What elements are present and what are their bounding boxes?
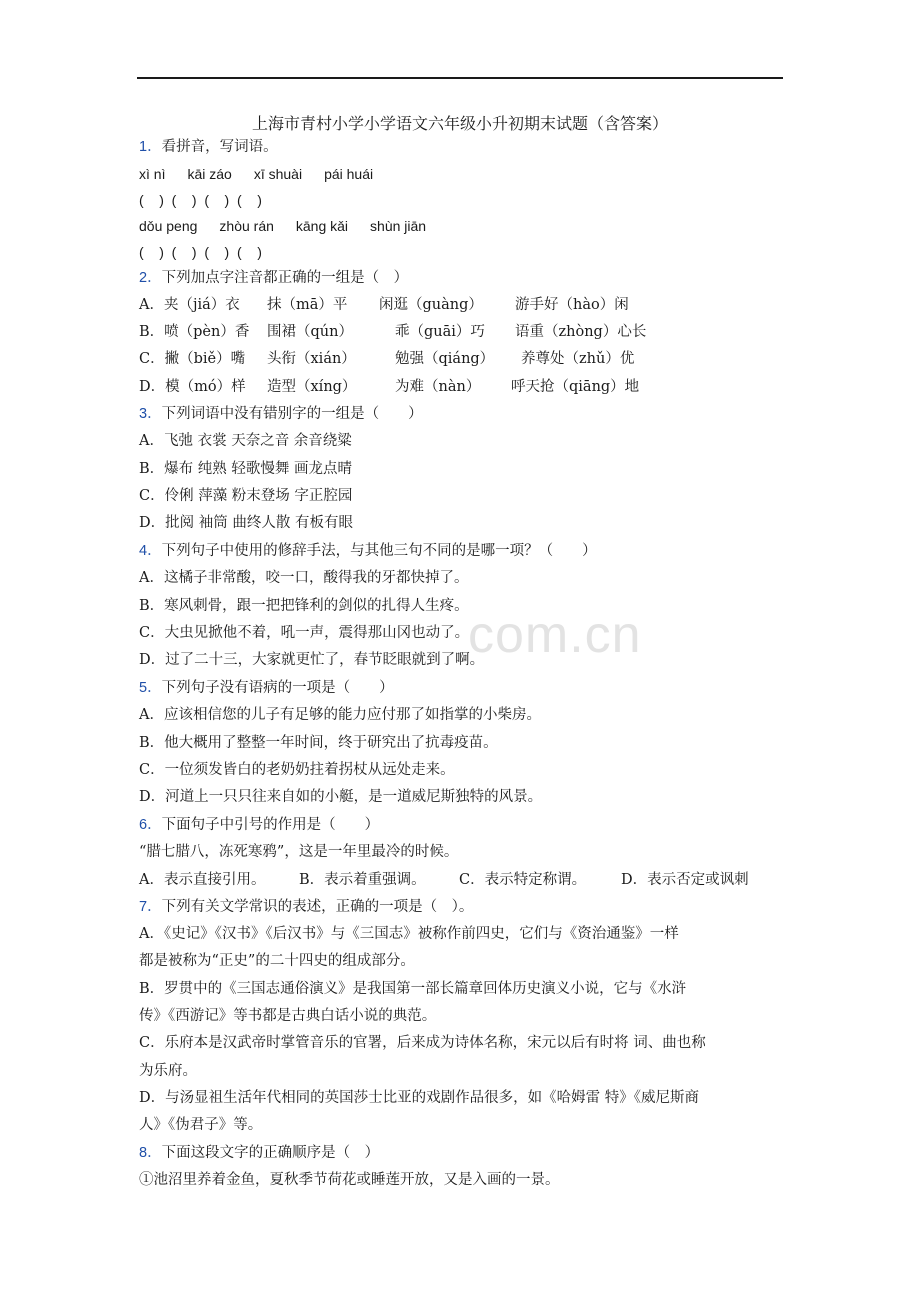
option-d-line-1: D．与汤显祖生活年代相同的英国莎士比亚的戏剧作品很多，如《哈姆雷 特》《威尼斯商 [139,1090,699,1106]
question-number: 1． [139,139,162,155]
option-a: A．表示直接引用。 [139,872,266,888]
pinyin-row-1 [139,164,395,184]
question-8 [139,1143,379,1163]
option-part: 勉强（qiáng） [395,351,495,367]
option-part: 造型（xíng） [267,379,357,395]
question-text: 下列句子没有语病的一项是（ ） [161,680,394,696]
option-c: C．大虫见掀他不着，吼一声，震得那山冈也动了。 [139,625,470,641]
option-part: B．喷（pèn）香 [139,324,250,340]
question-text: 下列有关文学常识的表述，正确的一项是（ ）。 [161,899,474,915]
question-4 [139,541,597,561]
question-number: 2． [139,270,162,286]
option-part: 围裙（qún） [267,324,353,340]
question-number: 6． [139,817,162,833]
question-number: 3． [139,406,162,422]
watermark: com.cn [468,606,642,664]
answer-blanks-2: ( ) ( ) ( ) ( ) [139,244,262,260]
question-number: 4． [139,543,162,559]
pinyin-item: xī shuài [253,166,303,182]
option-c: C．一位须发皆白的老奶奶拄着拐杖从远处走来。 [139,762,455,778]
pinyin-item: kāi záo [187,166,232,182]
option-part: 乖（guāi）巧 [395,324,485,340]
option-a-line-1: A．《史记》《汉书》《后汉书》与《三国志》被称作前四史，它们与《资治通鉴》一样 [139,926,679,942]
answer-blanks-1: ( ) ( ) ( ) ( ) [139,192,262,208]
option-part: 呼天抢（qiāng）地 [511,379,640,395]
option-part: D．模（mó）样 [139,379,246,395]
option-part: 抹（mā）平 [267,297,348,313]
option-d: D．过了二十三，大家就更忙了，春节眨眼就到了啊。 [139,652,485,668]
option-part: 语重（zhòng）心长 [515,324,647,340]
pinyin-item: zhòu rán [219,218,274,234]
pinyin-item: dǒu peng [139,218,198,234]
question-7 [139,897,473,917]
top-rule [137,77,783,79]
question-5 [139,678,394,698]
option-c: C．表示特定称谓。 [459,872,587,888]
pinyin-row-2 [139,216,448,236]
option-part: 养尊处（zhǔ）优 [521,351,635,367]
option-part: C．撇（biě）嘴 [139,351,246,367]
option-part: 闲逛（guàng） [379,297,483,313]
question-text: 下列句子中使用的修辞手法，与其他三句不同的是哪一项？（ ） [161,543,597,559]
option-d [139,377,639,397]
option-c-line-1: C．乐府本是汉武帝时掌管音乐的官署，后来成为诗体名称，宋元以后有时将 词、曲也称 [139,1035,706,1051]
question-number: 5． [139,680,162,696]
option-b: B．寒风刺骨，跟一把把锋利的剑似的扎得人生疼。 [139,598,469,614]
option-a: A．这橘子非常酸，咬一口，酸得我的牙都快掉了。 [139,570,469,586]
question-text: 下列加点字注音都正确的一组是（ ） [161,270,409,286]
option-a-line-2: 都是被称为“正史”的二十四史的组成部分。 [139,953,415,969]
option-d: D．表示否定或讽刺 [621,872,749,888]
options-row [139,870,749,890]
passage-sentence-1: ①池沼里养着金鱼，夏秋季节荷花或睡莲开放，又是入画的一景。 [139,1172,560,1188]
option-a: A．飞弛 衣裳 天奈之音 余音绕粱 [139,433,352,449]
option-b: B．他大概用了整整一年时间，终于研究出了抗毒疫苗。 [139,735,498,751]
option-b: B．表示着重强调。 [299,872,426,888]
question-text: 下列词语中没有错别字的一组是（ ） [161,406,423,422]
quoted-sentence: “腊七腊八，冻死寒鸦”，这是一年里最冷的时候。 [139,844,459,860]
question-1 [139,137,278,157]
option-c-line-2: 为乐府。 [139,1063,197,1079]
option-part: 为难（nàn） [395,379,481,395]
option-part: 游手好（hào）闲 [515,297,629,313]
page-title: 上海市青村小学小学语文六年级小升初期末试题（含答案） [251,114,668,133]
question-number: 8． [139,1145,162,1161]
option-d: D．批阅 袖筒 曲终人散 有板有眼 [139,515,353,531]
pinyin-item: kāng kǎi [295,218,349,234]
option-b-line-1: B．罗贯中的《三国志通俗演义》是我国第一部长篇章回体历史演义小说，它与《水浒 [139,981,687,997]
question-6 [139,815,379,835]
option-d-line-2: 人》《伪君子》等。 [139,1117,263,1133]
question-text: 下面句子中引号的作用是（ ） [161,817,380,833]
pinyin-item: pái huái [324,166,374,182]
option-b [139,322,646,342]
question-text: 看拼音，写词语。 [161,139,278,155]
option-part: 头衔（xián） [267,351,356,367]
option-part: A．夹（jiá）衣 [139,297,240,313]
option-a: A．应该相信您的儿子有足够的能力应付那了如指掌的小柴房。 [139,707,541,723]
question-3 [139,404,423,424]
option-b: B．爆布 纯熟 轻歌慢舞 画龙点晴 [139,461,352,477]
question-number: 7． [139,899,162,915]
pinyin-item: xì nì [139,166,166,182]
option-c: C．伶俐 萍藻 粉末登场 字正腔园 [139,488,353,504]
option-b-line-2: 传》《西游记》等书都是古典白话小说的典范。 [139,1008,437,1024]
option-a [139,295,629,315]
option-c [139,349,634,369]
option-d: D．河道上一只只往来自如的小艇，是一道威尼斯独特的风景。 [139,789,543,805]
pinyin-item: shùn jiān [370,218,427,234]
question-text: 下面这段文字的正确顺序是（ ） [161,1145,380,1161]
question-2 [139,268,408,288]
